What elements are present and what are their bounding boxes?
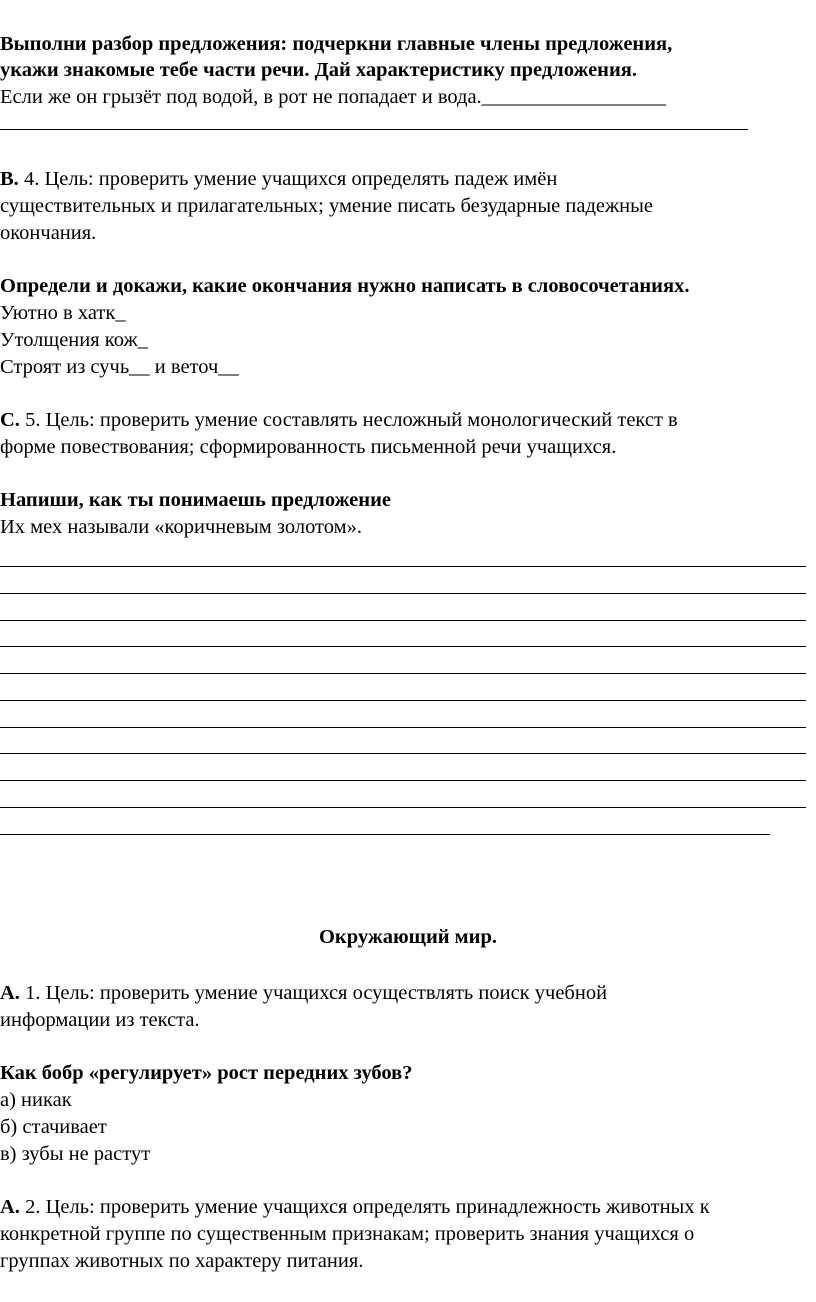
task-c5-goal-line-1 (0, 407, 678, 433)
task-a1-goal-line-2: информации из текста. (0, 1009, 200, 1031)
task-mark: В. (0, 168, 19, 190)
task-a2-goal-line-1 (0, 1194, 710, 1220)
writing-line (0, 780, 806, 781)
answer-option-a: а) никак (0, 1089, 72, 1111)
writing-line (0, 673, 806, 674)
answer-line (0, 129, 748, 130)
answer-option-b: б) стачивает (0, 1116, 107, 1138)
analysis-sentence (0, 84, 666, 110)
task-b4-goal-line-3: окончания. (0, 222, 97, 244)
task-mark: А. (0, 982, 20, 1004)
writing-line (0, 727, 806, 728)
writing-line (0, 620, 806, 621)
task-mark: А. (0, 1196, 20, 1218)
task-a2-goal-line-3: группах животных по характеру питания. (0, 1250, 364, 1272)
task-b4-goal-line-2: существительных и прилагательных; умение писать безударные падежные (0, 195, 653, 217)
writing-line (0, 700, 806, 701)
task-b4-instruction: Определи и докажи, какие окончания нужно написать в словосочетаниях. (0, 275, 690, 297)
phrase-item-2: Утолщения кож_ (0, 329, 148, 351)
goal-text: 5. Цель: проверить умение составлять несложный монологический текст в (25, 409, 678, 431)
task-a1-goal-line-1 (0, 980, 607, 1006)
answer-blank: __________________ (481, 86, 667, 108)
task-mark: С. (0, 409, 20, 431)
writing-line (0, 807, 806, 808)
goal-text: 4. Цель: проверить умение учащихся определять падеж имён (23, 168, 558, 190)
task-c5-sentence: Их мех называли «коричневым золотом». (0, 516, 362, 538)
writing-line (0, 753, 806, 754)
answer-option-c: в) зубы не растут (0, 1143, 151, 1165)
sentence-text: Если же он грызёт под водой, в рот не попадает и вода. (0, 86, 482, 108)
instruction-line-1: Выполни разбор предложения: подчеркни главные члены предложения, (0, 33, 673, 55)
writing-line (0, 646, 806, 647)
phrase-item-1: Уютно в хатк_ (0, 302, 126, 324)
instruction-line-2: укажи знакомые тебе части речи. Дай характеристику предложения. (0, 59, 638, 81)
section-title: Окружающий мир. (318, 926, 497, 948)
phrase-item-3: Строят из сучь__ и веточ__ (0, 356, 239, 378)
task-a2-goal-line-2: конкретной группе по существенным признакам; проверить знания учащихся о (0, 1223, 695, 1245)
writing-line (0, 593, 806, 594)
task-a1-question: Как бобр «регулирует» рост передних зубов? (0, 1062, 413, 1084)
goal-text: 1. Цель: проверить умение учащихся осуществлять поиск учебной (25, 982, 608, 1004)
task-b4-goal-line-1 (0, 166, 557, 192)
writing-line (0, 834, 770, 835)
goal-text: 2. Цель: проверить умение учащихся определять принадлежность животных к (25, 1196, 710, 1218)
writing-line (0, 566, 806, 567)
task-c5-instruction: Напиши, как ты понимаешь предложение (0, 489, 392, 511)
task-c5-goal-line-2: форме повествования; сформированность письменной речи учащихся. (0, 436, 617, 458)
